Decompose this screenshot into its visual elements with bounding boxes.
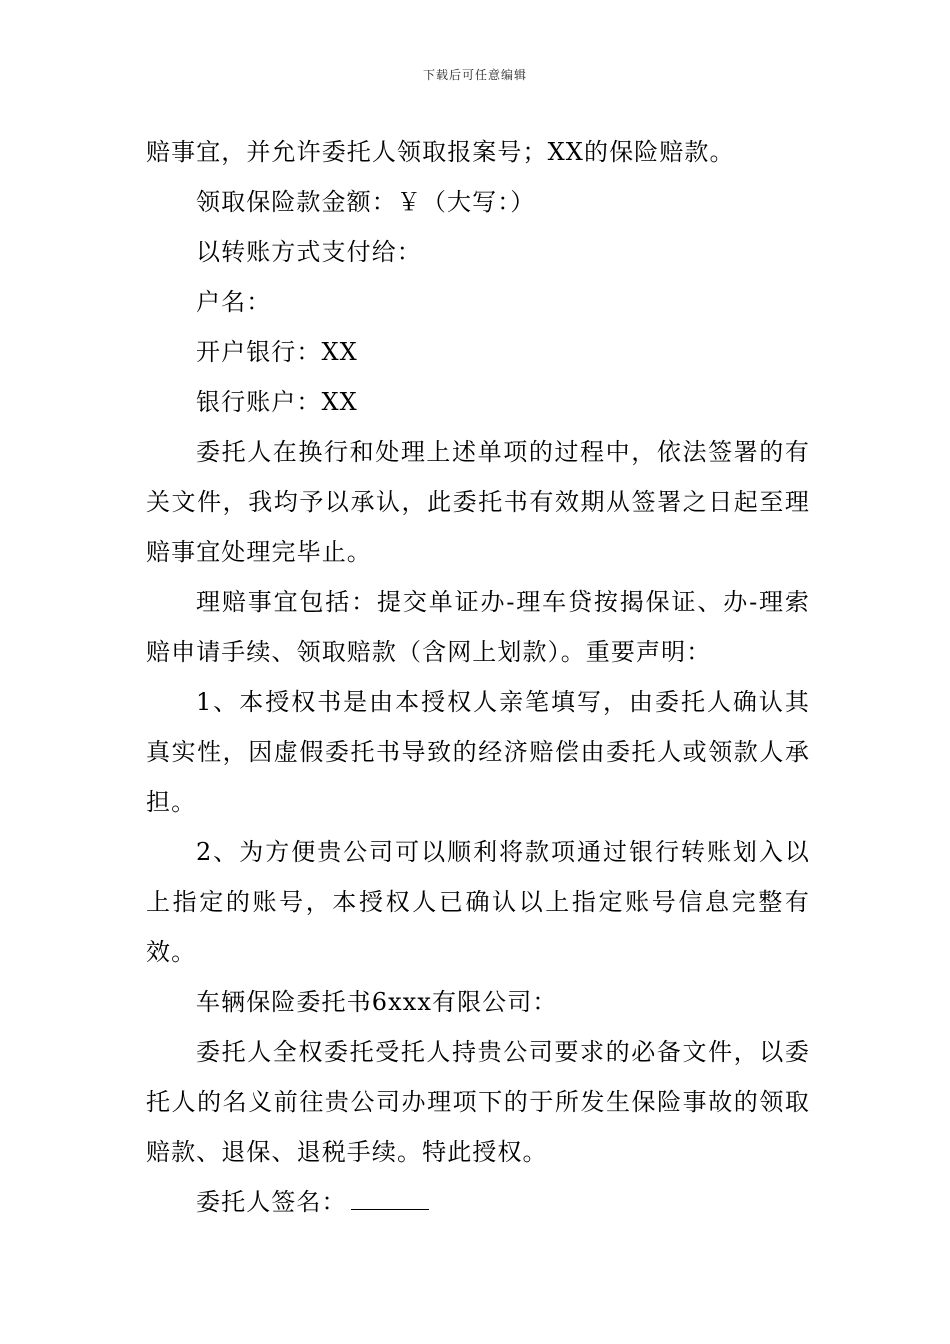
signature-line	[146, 1177, 810, 1227]
paragraph-bank-account: 银行账户：XX	[196, 388, 358, 416]
paragraph-account-name: 户名：	[196, 288, 272, 316]
paragraph-declaration-1: 1、本授权书是由本授权人亲笔填写，由委托人确认其真实性，因虚假委托书导致的经济赔偿由委托人或领款人承担。	[146, 688, 810, 816]
paragraph-declaration-2: 2、为方便贵公司可以顺利将款项通过银行转账划入以上指定的账号，本授权人已确认以上指定账号信息完整有效。	[146, 838, 810, 966]
page-header-note: 下载后可任意编辑	[422, 68, 527, 82]
paragraph-validity: 委托人在换行和处理上述单项的过程中，依法签署的有关文件，我均予以承认，此委托书有效期从签署之日起至理赔事宜处理完毕止。	[146, 438, 810, 566]
document-body	[146, 127, 810, 1227]
signature-label: 委托人签名：	[196, 1188, 347, 1216]
paragraph-payment-method: 以转账方式支付给：	[196, 238, 422, 266]
paragraph-second-letter-heading: 车辆保险委托书6xxx有限公司：	[196, 988, 558, 1016]
paragraph-claim-matters: 赔事宜，并允许委托人领取报案号；XX的保险赔款。	[146, 138, 735, 166]
paragraph-amount: 领取保险款金额：￥（大写：）	[196, 188, 536, 216]
paragraph-claim-scope: 理赔事宜包括：提交单证办-理车贷按揭保证、办-理索赔申请手续、领取赔款（含网上划款）。重要声明：	[146, 588, 810, 666]
paragraph-authorization: 委托人全权委托受托人持贵公司要求的必备文件，以委托人的名义前往贵公司办理项下的于所发生保险事故的领取赔款、退保、退税手续。特此授权。	[146, 1038, 810, 1166]
paragraph-bank: 开户银行：XX	[196, 338, 358, 366]
signature-blank	[351, 1191, 429, 1210]
